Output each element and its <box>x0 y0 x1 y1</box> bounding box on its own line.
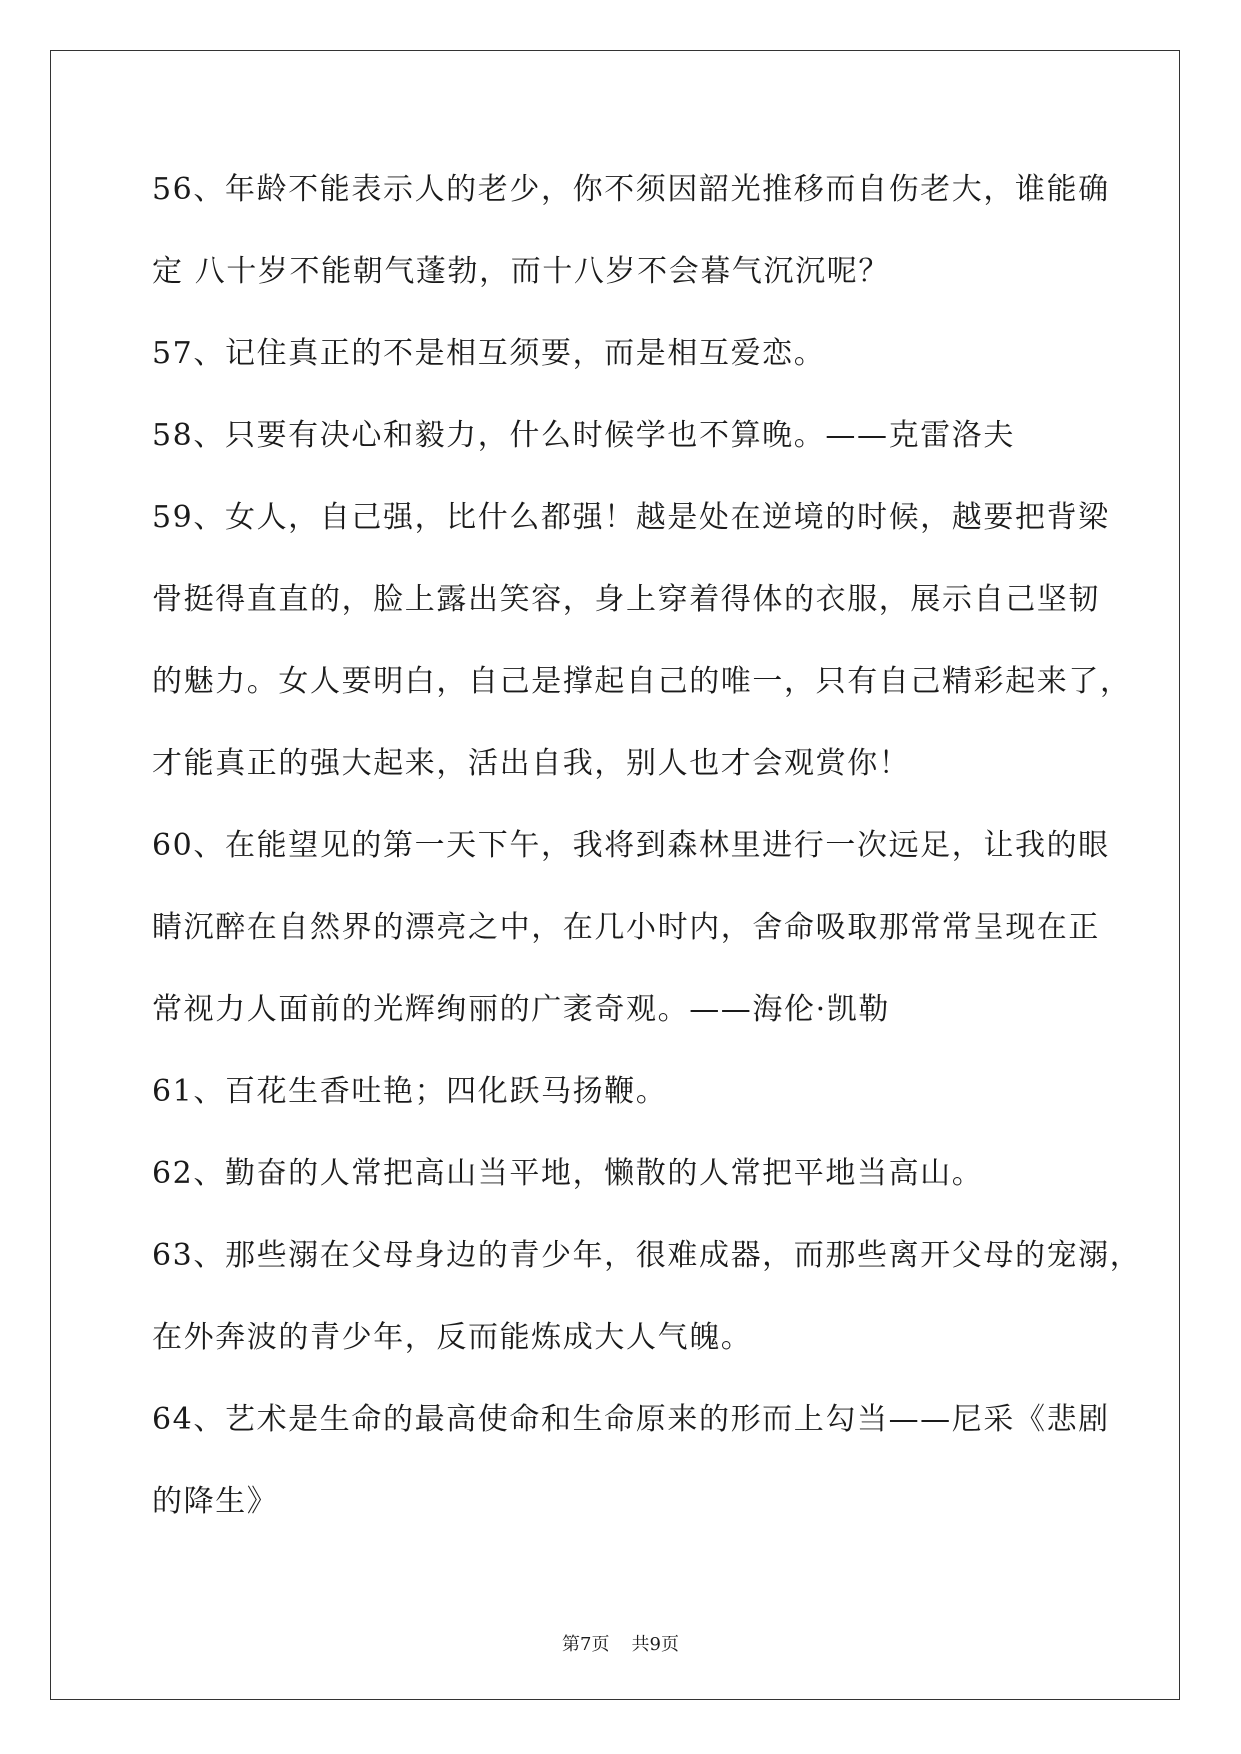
text-line: 才能真正的强大起来，活出自我，别人也才会观赏你！ <box>152 746 911 781</box>
text-line: 常视力人面前的光辉绚丽的广袤奇观。——海伦·凯勒 <box>152 992 890 1027</box>
text-line: 60、在能望见的第一天下午，我将到森林里进行一次远足，让我的眼 <box>152 828 1110 863</box>
document-body <box>152 160 1142 1554</box>
text-line: 骨挺得直直的，脸上露出笑容，身上穿着得体的衣服，展示自己坚韧 <box>152 582 1100 617</box>
text-line: 59、女人，自己强，比什么都强！越是处在逆境的时候，越要把背梁 <box>152 500 1110 535</box>
text-line: 57、记住真正的不是相互须要，而是相互爱恋。 <box>152 336 826 371</box>
text-line: 63、那些溺在父母身边的青少年，很难成器，而那些离开父母的宠溺， <box>152 1238 1142 1273</box>
text-line: 的魅力。女人要明白，自己是撑起自己的唯一，只有自己精彩起来了， <box>152 664 1132 699</box>
page-footer <box>0 1630 1241 1656</box>
text-line: 62、勤奋的人常把高山当平地，懒散的人常把平地当高山。 <box>152 1156 984 1191</box>
page-number: 第7页 <box>562 1634 610 1655</box>
text-line: 61、百花生香吐艳；四化跃马扬鞭。 <box>152 1074 668 1109</box>
text-line: 56、年龄不能表示人的老少，你不须因韶光推移而自伤老大，谁能确 <box>152 172 1110 207</box>
text-line: 在外奔波的青少年，反而能炼成大人气魄。 <box>152 1320 753 1355</box>
text-line: 定 八十岁不能朝气蓬勃，而十八岁不会暮气沉沉呢？ <box>152 254 890 289</box>
text-line: 64、艺术是生命的最高使命和生命原来的形而上勾当——尼采《悲剧 <box>152 1402 1110 1437</box>
text-line: 睛沉醉在自然界的漂亮之中，在几小时内，舍命吸取那常常呈现在正 <box>152 910 1100 945</box>
page-total: 共9页 <box>631 1634 679 1655</box>
text-line: 58、只要有决心和毅力，什么时候学也不算晚。——克雷洛夫 <box>152 418 1015 453</box>
text-line: 的降生》 <box>152 1484 279 1519</box>
